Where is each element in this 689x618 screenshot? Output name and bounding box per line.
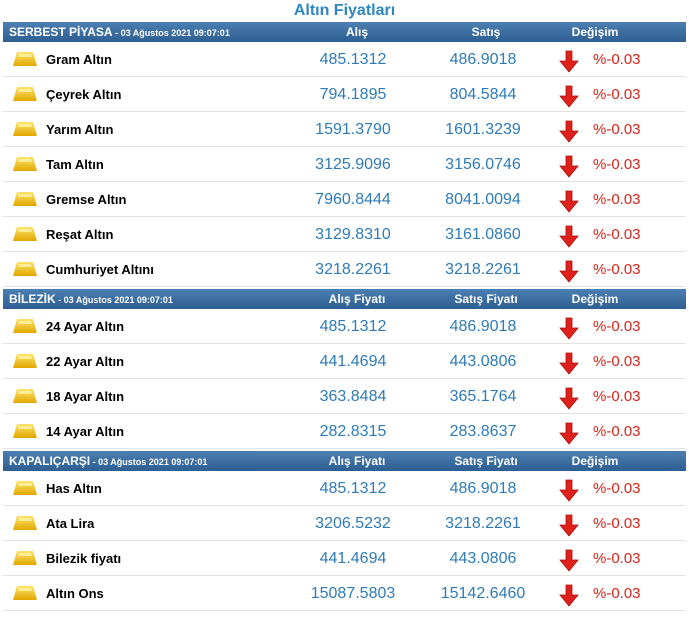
gold-bar-icon (13, 424, 37, 438)
down-arrow-icon (557, 224, 581, 248)
buy-price: 3206.5232 (315, 515, 391, 532)
gold-bar-icon (13, 52, 37, 66)
item-name[interactable]: Gremse Altın (46, 192, 127, 207)
column-header-buy: Alış Fiyatı (328, 292, 386, 306)
section-date: - 03 Ağustos 2021 09:07:01 (112, 28, 230, 38)
sell-price: 443.0806 (449, 353, 517, 370)
section-name: BİLEZİK (9, 292, 56, 306)
buy-price: 794.1895 (319, 86, 387, 103)
sell-price: 283.8637 (449, 423, 517, 440)
change-percent: %-0.03 (593, 480, 641, 497)
price-row (3, 471, 686, 506)
column-header-sell: Satış Fiyatı (454, 292, 518, 306)
buy-price: 485.1312 (319, 480, 387, 497)
column-header-buy: Alış Fiyatı (328, 454, 386, 468)
buy-price: 485.1312 (319, 51, 387, 68)
buy-price: 485.1312 (319, 318, 387, 335)
item-name[interactable]: Has Altın (46, 481, 102, 496)
sell-price: 3156.0746 (445, 156, 521, 173)
change-percent: %-0.03 (593, 86, 641, 103)
price-row (3, 576, 686, 611)
item-name[interactable]: Altın Ons (46, 586, 104, 601)
gold-bar-icon (13, 122, 37, 136)
price-row (3, 506, 686, 541)
down-arrow-icon (557, 259, 581, 283)
sell-price: 365.1764 (449, 388, 517, 405)
down-arrow-icon (557, 548, 581, 572)
item-name[interactable]: Cumhuriyet Altını (46, 262, 154, 277)
item-name[interactable]: 14 Ayar Altın (46, 424, 125, 439)
sell-price: 486.9018 (449, 480, 517, 497)
item-name[interactable]: Tam Altın (46, 157, 104, 172)
price-row (3, 182, 686, 217)
buy-price: 441.4694 (319, 353, 387, 370)
down-arrow-icon (557, 583, 581, 607)
buy-price: 441.4694 (319, 550, 387, 567)
down-arrow-icon (557, 154, 581, 178)
price-row (3, 217, 686, 252)
gold-bar-icon (13, 319, 37, 333)
section-title (9, 451, 207, 472)
buy-price: 3125.9096 (315, 156, 391, 173)
sell-price: 486.9018 (449, 51, 517, 68)
price-row (3, 309, 686, 344)
gold-bar-icon (13, 389, 37, 403)
price-row (3, 541, 686, 576)
change-percent: %-0.03 (593, 121, 641, 138)
down-arrow-icon (557, 119, 581, 143)
sell-price: 1601.3239 (445, 121, 521, 138)
section-header-kapalicarsi (3, 451, 686, 471)
buy-price: 363.8484 (319, 388, 387, 405)
buy-price: 3218.2261 (315, 261, 391, 278)
price-row (3, 77, 686, 112)
buy-price: 7960.8444 (315, 191, 391, 208)
page-title: Altın Fiyatları (293, 2, 396, 19)
change-percent: %-0.03 (593, 318, 641, 335)
item-name[interactable]: Reşat Altın (46, 227, 114, 242)
change-percent: %-0.03 (593, 423, 641, 440)
price-row (3, 379, 686, 414)
gold-bar-icon (13, 551, 37, 565)
sell-price: 3161.0860 (445, 226, 521, 243)
sell-price: 15142.6460 (440, 585, 526, 602)
change-percent: %-0.03 (593, 353, 641, 370)
gold-bar-icon (13, 262, 37, 276)
column-header-change: Değişim (571, 454, 619, 468)
item-name[interactable]: 24 Ayar Altın (46, 319, 125, 334)
change-percent: %-0.03 (593, 261, 641, 278)
section-header-bilezik (3, 289, 686, 309)
item-name[interactable]: Yarım Altın (46, 122, 114, 137)
section-name: KAPALIÇARŞI (9, 454, 91, 468)
sell-price: 3218.2261 (445, 515, 521, 532)
down-arrow-icon (557, 478, 581, 502)
column-header-sell: Satış (471, 25, 501, 39)
sell-price: 3218.2261 (445, 261, 521, 278)
gold-bar-icon (13, 516, 37, 530)
gold-bar-icon (13, 227, 37, 241)
sell-price: 804.5844 (449, 86, 517, 103)
price-row (3, 414, 686, 449)
section-name: SERBEST PİYASA (9, 25, 113, 39)
change-percent: %-0.03 (593, 550, 641, 567)
gold-bar-icon (13, 354, 37, 368)
gold-bar-icon (13, 157, 37, 171)
section-title (9, 289, 173, 310)
buy-price: 15087.5803 (310, 585, 396, 602)
buy-price: 3129.8310 (315, 226, 391, 243)
down-arrow-icon (557, 513, 581, 537)
down-arrow-icon (557, 316, 581, 340)
gold-bar-icon (13, 481, 37, 495)
price-row (3, 147, 686, 182)
column-header-sell: Satış Fiyatı (454, 454, 518, 468)
column-header-change: Değişim (571, 292, 619, 306)
section-date: - 03 Ağustos 2021 09:07:01 (90, 457, 208, 467)
change-percent: %-0.03 (593, 388, 641, 405)
down-arrow-icon (557, 49, 581, 73)
buy-price: 282.8315 (319, 423, 387, 440)
price-row (3, 112, 686, 147)
sell-price: 443.0806 (449, 550, 517, 567)
down-arrow-icon (557, 84, 581, 108)
item-name[interactable]: 18 Ayar Altın (46, 389, 125, 404)
column-header-change: Değişim (571, 25, 619, 39)
column-header-buy: Alış (345, 25, 368, 39)
down-arrow-icon (557, 386, 581, 410)
price-row (3, 344, 686, 379)
sell-price: 8041.0094 (445, 191, 521, 208)
buy-price: 1591.3790 (315, 121, 391, 138)
change-percent: %-0.03 (593, 585, 641, 602)
down-arrow-icon (557, 189, 581, 213)
item-name[interactable]: 22 Ayar Altın (46, 354, 125, 369)
gold-bar-icon (13, 586, 37, 600)
sell-price: 486.9018 (449, 318, 517, 335)
item-name[interactable]: Çeyrek Altın (46, 87, 122, 102)
change-percent: %-0.03 (593, 156, 641, 173)
down-arrow-icon (557, 421, 581, 445)
change-percent: %-0.03 (593, 51, 641, 68)
down-arrow-icon (557, 351, 581, 375)
change-percent: %-0.03 (593, 226, 641, 243)
price-row (3, 252, 686, 287)
item-name[interactable]: Ata Lira (46, 516, 95, 531)
gold-bar-icon (13, 192, 37, 206)
section-header-serbest-piyasa (3, 22, 686, 42)
change-percent: %-0.03 (593, 191, 641, 208)
section-date: - 03 Ağustos 2021 09:07:01 (55, 295, 173, 305)
item-name[interactable]: Bilezik fiyatı (46, 551, 122, 566)
section-title (9, 22, 230, 43)
price-row (3, 42, 686, 77)
change-percent: %-0.03 (593, 515, 641, 532)
gold-bar-icon (13, 87, 37, 101)
item-name[interactable]: Gram Altın (46, 52, 112, 67)
